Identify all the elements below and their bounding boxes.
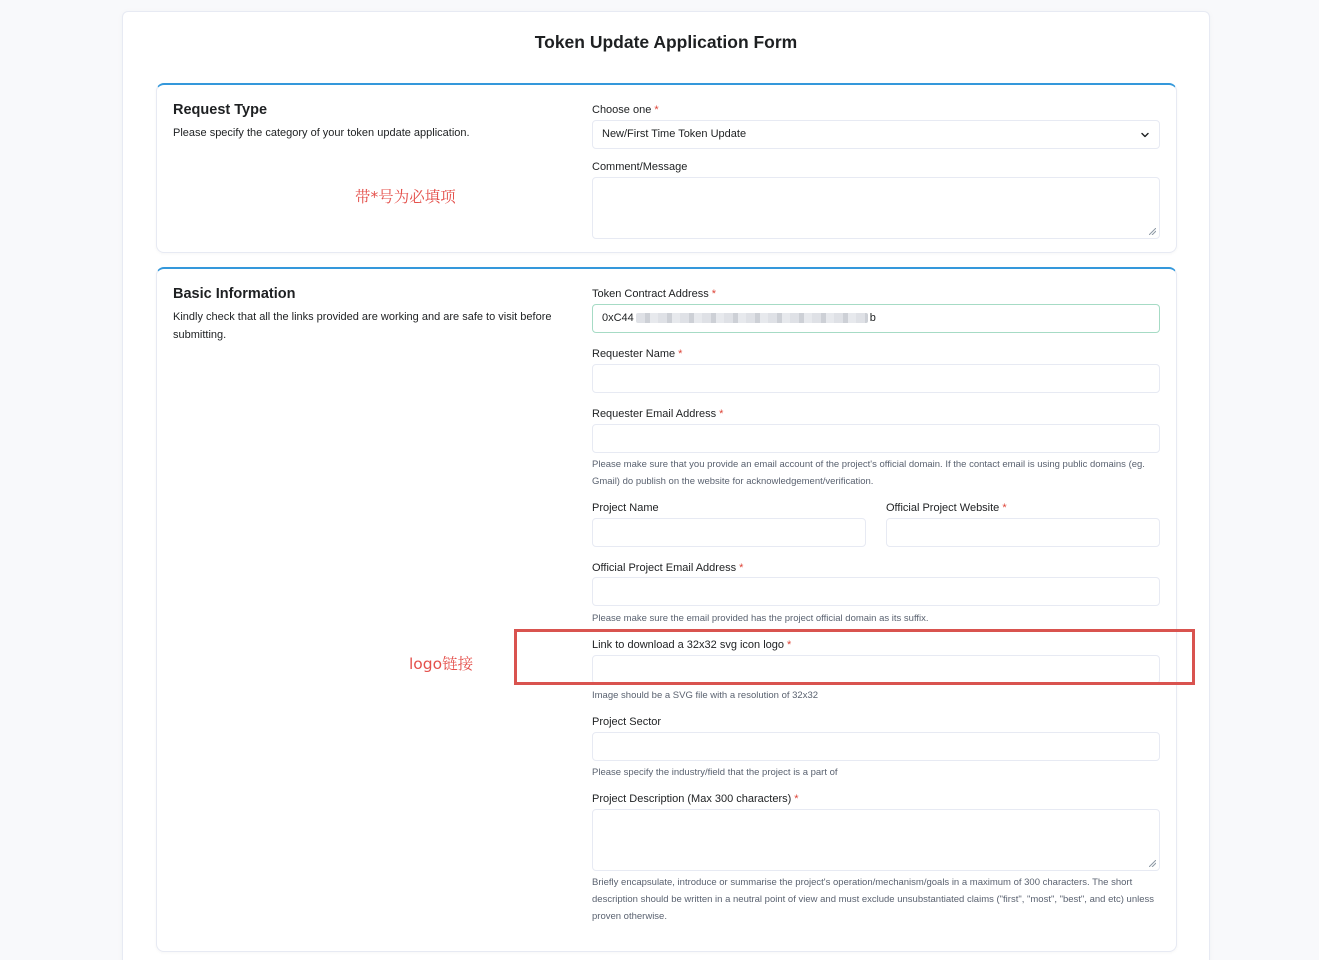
request-type-section: [156, 83, 1177, 253]
request-type-select[interactable]: [592, 120, 1160, 149]
resize-handle-icon[interactable]: [1149, 860, 1156, 867]
requester-name-label: Requester Name *: [592, 348, 683, 360]
request-type-title: Request Type: [173, 102, 268, 118]
redacted-address-blur: [636, 313, 868, 323]
required-fields-annotation: 带*号为必填项: [355, 188, 456, 206]
website-label: Official Project Website *: [886, 502, 1007, 514]
contract-address-suffix: b: [869, 312, 876, 324]
requester-email-help: Please make sure that you provide an email account of the project's official domain. If the contact email is using public domains (eg. Gmail) do publish on the website for acknowledgement/verification.: [592, 459, 1145, 487]
project-sector-input[interactable]: [592, 732, 1160, 761]
project-email-input[interactable]: [592, 577, 1160, 606]
form-title: Token Update Application Form: [534, 32, 798, 52]
logo-link-help: Image should be a SVG file with a resolution of 32x32: [592, 690, 819, 701]
project-name-label: Project Name: [592, 502, 659, 514]
required-marker: *: [654, 104, 659, 116]
comment-label: Comment/Message: [592, 161, 688, 173]
requester-email-input[interactable]: [592, 424, 1160, 453]
contract-address-label: Token Contract Address *: [592, 288, 717, 300]
basic-information-title: Basic Information: [173, 286, 296, 302]
request-type-description: Please specify the category of your token update application.: [173, 127, 470, 139]
project-description-help: Briefly encapsulate, introduce or summarise the project's operation/mechanism/goals in a maximum of 300 characters. The short description should be written in a neutral point of view and must exclude unsubstantiated claims ("first", "most", "best", and etc) unless proven otherwise.: [592, 877, 1155, 922]
project-email-help: Please make sure the email provided has the project official domain as its suffix.: [592, 613, 929, 624]
project-description-label: Project Description (Max 300 characters) *: [592, 793, 799, 805]
required-marker: *: [794, 793, 799, 805]
request-type-select-value: New/First Time Token Update: [602, 128, 747, 140]
project-description-textarea[interactable]: [592, 809, 1160, 871]
requester-email-label: Requester Email Address *: [592, 408, 724, 420]
basic-information-section: [156, 267, 1177, 952]
choose-one-label: Choose one *: [592, 104, 659, 116]
website-input[interactable]: [886, 518, 1160, 547]
chevron-down-icon: [1140, 130, 1150, 140]
logo-link-label: Link to download a 32x32 svg icon logo *: [592, 639, 792, 651]
resize-handle-icon[interactable]: [1149, 228, 1156, 235]
contract-address-prefix: 0xC44: [602, 312, 634, 324]
project-email-label: Official Project Email Address *: [592, 562, 744, 574]
requester-name-input[interactable]: [592, 364, 1160, 393]
project-sector-label: Project Sector: [592, 716, 662, 728]
required-marker: *: [711, 288, 717, 300]
project-sector-help: Please specify the industry/field that the project is a part of: [592, 767, 838, 778]
required-marker: *: [787, 639, 792, 651]
form-card: [122, 11, 1210, 960]
required-marker: *: [739, 562, 744, 574]
logo-link-annotation: logo链接: [409, 655, 474, 673]
required-marker: *: [1002, 502, 1007, 514]
comment-textarea[interactable]: [592, 177, 1160, 239]
required-marker: *: [719, 408, 724, 420]
logo-field-highlight-box: [514, 629, 1195, 685]
project-name-input[interactable]: [592, 518, 866, 547]
basic-information-description: Kindly check that all the links provided are working and are safe to visit before submitting.: [173, 311, 552, 341]
required-marker: *: [678, 348, 683, 360]
contract-address-input[interactable]: [592, 304, 1160, 333]
